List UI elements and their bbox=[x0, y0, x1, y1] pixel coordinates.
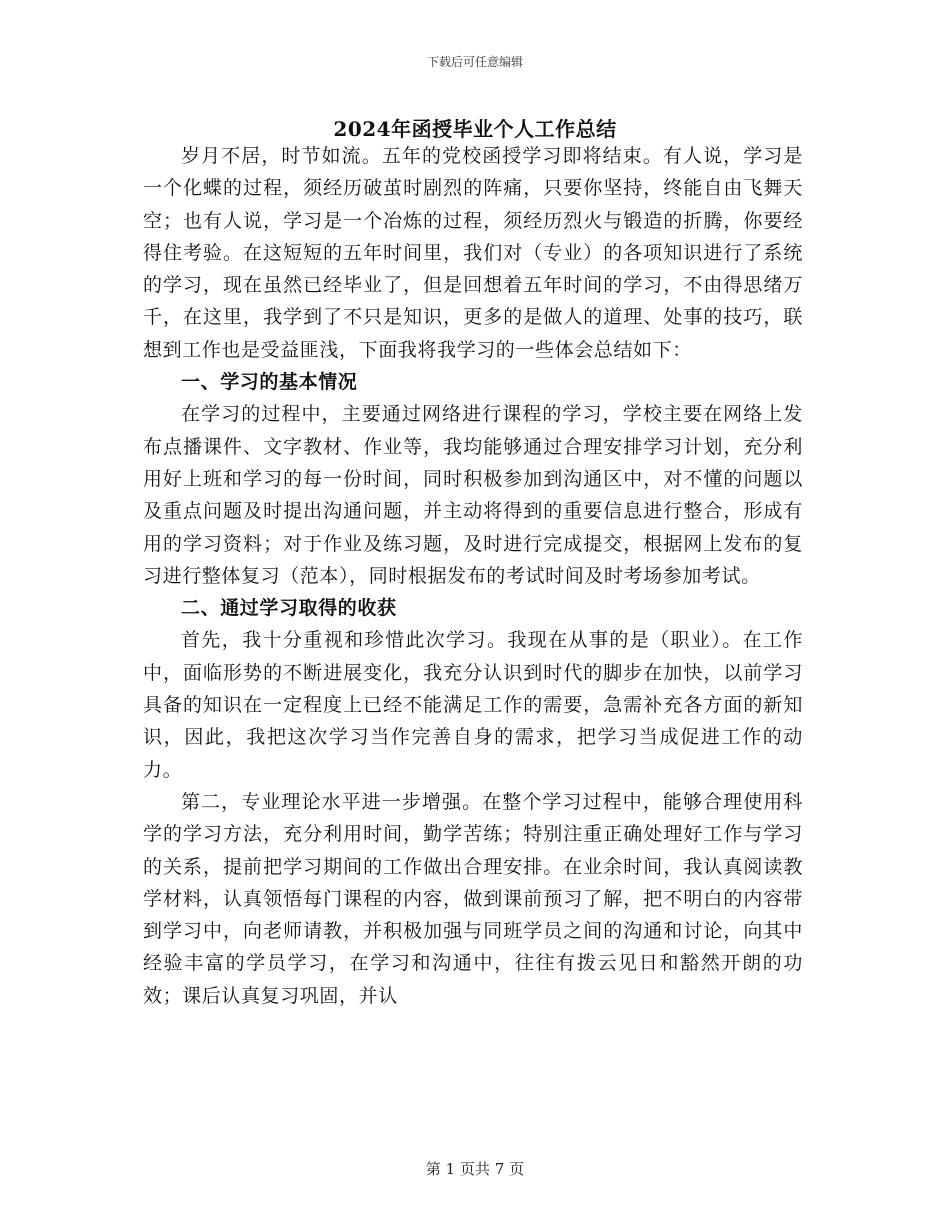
document-title: 2024年函授毕业个人工作总结 bbox=[333, 117, 617, 141]
paragraph-gains-first: 首先，我十分重视和珍惜此次学习。我现在从事的是（职业）。在工作中，面临形势的不断进展变化，我充分认识到时代的脚步在加快，以前学习具备的知识在一定程度上已经不能满足工作的需要，急需补充各方面的新知识，因此，我把这次学习当作完善自身的需求，把学习当成促进工作的动力。 bbox=[143, 629, 803, 781]
page-number-footer: 第 1 页共 7 页 bbox=[425, 1160, 525, 1178]
paragraph-intro: 岁月不居，时节如流。五年的党校函授学习即将结束。有人说，学习是一个化蝶的过程，须经历破茧时剧烈的阵痛，只要你坚持，终能自由飞舞天空；也有人说，学习是一个冶炼的过程，须经历烈火与锻造的折腾，你要经得住考验。在这短短的五年时间里，我们对（专业）的各项知识进行了系统的学习，现在虽然已经毕业了，但是回想着五年时间的学习，不由得思绪万千，在这里，我学到了不只是知识，更多的是做人的道理、处事的技巧，联想到工作也是受益匪浅，下面我将我学习的一些体会总结如下： bbox=[143, 145, 803, 361]
section-heading-basic-situation: 一、学习的基本情况 bbox=[181, 371, 358, 394]
document-body bbox=[143, 140, 803, 1012]
paragraph-gains-second: 第二，专业理论水平进一步增强。在整个学习过程中，能够合理使用科学的学习方法，充分利用时间，勤学苦练；特别注重正确处理好工作与学习的关系，提前把学习期间的工作做出合理安排。在业余时间，我认真阅读教学材料，认真领悟每门课程的内容，做到课前预习了解，把不明白的内容带到学习中，向老师请教，并积极加强与同班学员之间的沟通和讨论，向其中经验丰富的学员学习，在学习和沟通中，往往有拨云见日和豁然开朗的功效；课后认真复习巩固，并认 bbox=[143, 790, 803, 1007]
paragraph-basic-situation: 在学习的过程中，主要通过网络进行课程的学习，学校主要在网络上发布点播课件、文字教材、作业等，我均能够通过合理安排学习计划，充分利用好上班和学习的每一份时间，同时积极参加到沟通区中，对不懂的问题以及重点问题及时提出沟通问题，并主动将得到的重要信息进行整合，形成有用的学习资料；对于作业及练习题，及时进行完成提交，根据网上发布的复习进行整体复习（范本），同时根据发布的考试时间及时考场参加考试。 bbox=[143, 403, 803, 587]
section-heading-gains: 二、通过学习取得的收获 bbox=[181, 597, 397, 620]
page-header-note: 下载后可任意编辑 bbox=[426, 55, 523, 69]
